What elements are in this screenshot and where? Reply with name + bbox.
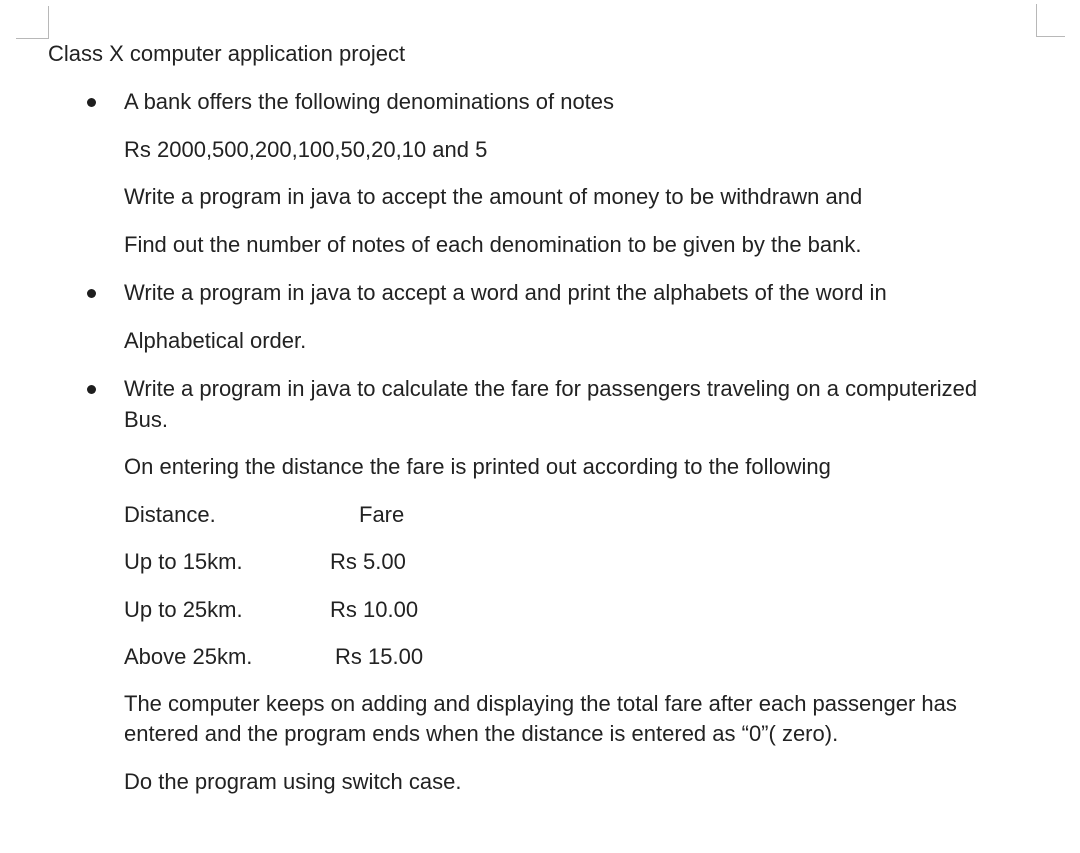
page-corner-mark-left xyxy=(16,6,49,39)
item1-line3: Write a program in java to accept the amount of money to be withdrawn and xyxy=(124,184,863,209)
item2-line2: Alphabetical order. xyxy=(124,328,307,353)
item2-line1: Write a program in java to accept a word and print the alphabets of the word in xyxy=(124,280,887,305)
fare-row-3-fare: Rs 15.00 xyxy=(335,644,424,669)
bullet-point-1 xyxy=(87,98,96,107)
fare-header-fare: Fare xyxy=(359,502,405,527)
item1-line2: Rs 2000,500,200,100,50,20,10 and 5 xyxy=(124,137,488,162)
fare-header-distance: Distance. xyxy=(124,502,216,527)
bullet-point-2 xyxy=(87,289,96,298)
bullet-point-3 xyxy=(87,385,96,394)
item3-line1: Write a program in java to calculate the fare for passengers traveling on a computerized xyxy=(124,376,978,401)
fare-row-1-fare: Rs 5.00 xyxy=(330,549,406,574)
document-title: Class X computer application project xyxy=(48,41,406,66)
item1-line4: Find out the number of notes of each denomination to be given by the bank. xyxy=(124,232,862,257)
item1-line1: A bank offers the following denominations of notes xyxy=(124,89,615,114)
fare-row-2-fare: Rs 10.00 xyxy=(330,597,419,622)
page-corner-mark-right xyxy=(1036,4,1065,37)
item3-note: The computer keeps on adding and displaying the total fare after each passenger has entered and the program ends when the distance is entered as “0”( zero). xyxy=(124,691,957,746)
item3-intro: On entering the distance the fare is printed out according to the following xyxy=(124,454,831,479)
fare-row-3-distance: Above 25km. xyxy=(124,644,253,669)
item3-line2: Bus. xyxy=(124,407,169,432)
item3-instruction: Do the program using switch case. xyxy=(124,769,462,794)
fare-row-1-distance: Up to 15km. xyxy=(124,549,243,574)
fare-row-2-distance: Up to 25km. xyxy=(124,597,243,622)
